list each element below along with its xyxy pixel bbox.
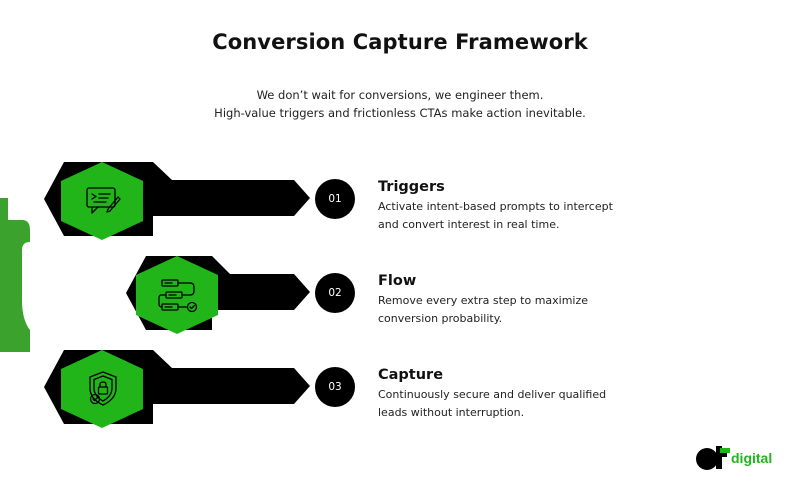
- step-description-line: conversion probability.: [378, 312, 503, 325]
- step-3-text: [378, 367, 628, 422]
- subtitle-line-1: We don’t wait for conversions, we engineer them.: [256, 88, 544, 102]
- step-description-line: Activate intent-based prompts to intercept: [378, 200, 613, 213]
- step-description: [378, 292, 628, 328]
- step-title: Triggers: [378, 179, 445, 195]
- step-description: [378, 198, 628, 234]
- step-description-line: and convert interest in real time.: [378, 218, 560, 231]
- step-1-text: [378, 179, 628, 234]
- subtitle-line-2: High-value triggers and frictionless CTAs make action inevitable.: [214, 106, 586, 120]
- step-description-line: leads without interruption.: [378, 406, 525, 419]
- step-number-badge: 02: [315, 273, 355, 313]
- step-number-badge: 01: [315, 179, 355, 219]
- step-description-line: Remove every extra step to maximize: [378, 294, 589, 307]
- page-subtitle: [0, 86, 800, 122]
- step-description-line: Continuously secure and deliver qualified: [378, 388, 607, 401]
- step-number-badge: 03: [315, 367, 355, 407]
- logo-text: digital: [731, 450, 773, 466]
- step-description: [378, 386, 628, 422]
- page-title: Conversion Capture Framework: [212, 30, 588, 54]
- chat-bubble-pencil-icon: [84, 184, 124, 218]
- step-title: Capture: [378, 367, 444, 383]
- brand-logo: [694, 440, 784, 476]
- step-title: Flow: [378, 273, 417, 289]
- shield-lock-icon: [86, 370, 120, 408]
- step-2-text: [378, 273, 628, 328]
- workflow-checklist-icon: [157, 277, 199, 313]
